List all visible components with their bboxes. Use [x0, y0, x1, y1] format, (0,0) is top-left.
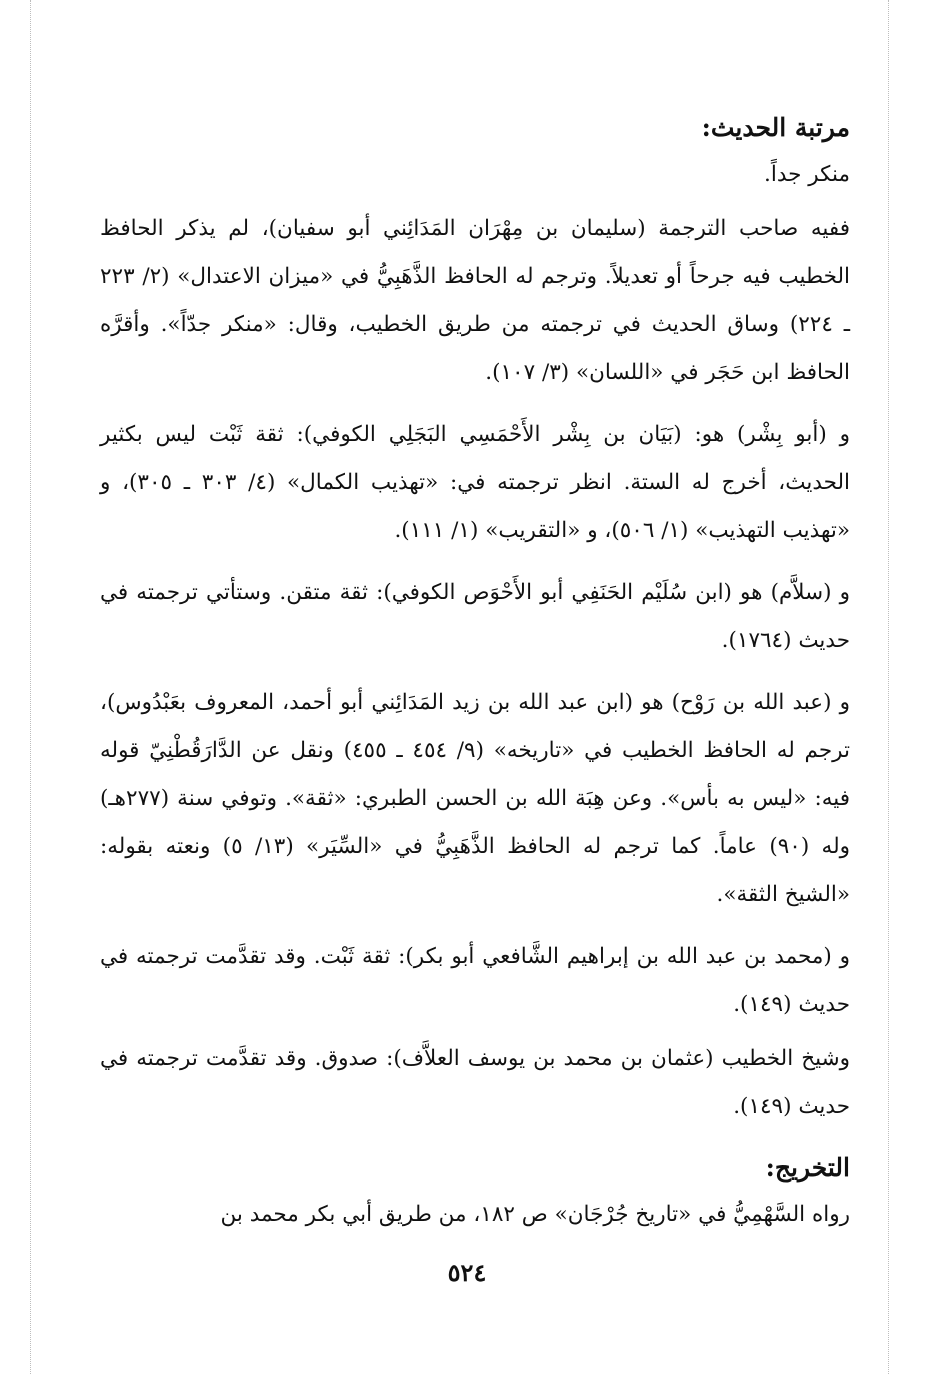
book-page-body	[100, 105, 850, 1253]
paragraph-takhrij: رواه السَّهْمِيُّ في «تاريخ جُرْجَان» ص ١٨٢، من طريق أبي بكر محمد بن	[220, 1202, 850, 1227]
section-heading-takhrij: التخريج:	[765, 1153, 850, 1182]
paragraph-sulayman: ففيه صاحب الترجمة (سليمان بن مِهْرَان المَدَائِني أبو سفيان)، لم يذكر الحافظ الخطيب فيه جرحاً أو تعديلاً. وترجم له الحافظ الذَّهَبِيُّ في «ميزان الاعتدال» (٢/ ٢٢٣ ـ ٢٢٤) وساق الحديث في ترجمته من طريق الخطيب، وقال: «منكر جدّاً». وأقرَّه الحافظ ابن حَجَر في «اللسان» (٣/ ١٠٧).	[100, 216, 851, 385]
paragraph-abu-bishr: و (أبو بِشْر) هو: (بَيَان بن بِشْر الأَحْمَسِي البَجَلِي الكوفي): ثقة ثَبْت ليس بكثير الحديث، أخرج له الستة. انظر ترجمته في: «تهذيب الكمال» (٤/ ٣٠٣ ـ ٣٠٥)، و «تهذيب التهذيب» (١/ ٥٠٦)، و «التقريب» (١/ ١١١).	[100, 422, 851, 543]
paragraph-abdullah-bin-rawh: و (عبد الله بن رَوْح) هو (ابن عبد الله بن زيد المَدَائِني أبو أحمد، المعروف بعَبْدُوس)، ترجم له الحافظ الخطيب في «تاريخه» (٩/ ٤٥٤ ـ ٤٥٥) ونقل عن الدَّارَقُطْنِيّ قوله فيه: «ليس به بأس». وعن هِبَة الله بن الحسن الطبري: «ثقة». وتوفي سنة (٢٧٧هـ) وله (٩٠) عاماً. كما ترجم له الحافظ الذَّهَبِيُّ في «السِّيَر» (١٣/ ٥) ونعته بقوله: «الشيخ الثقة».	[100, 690, 851, 907]
paragraph-shaykh-khatib: وشيخ الخطيب (عثمان بن محمد بن يوسف العلاَّف): صدوق. وقد تقدَّمت ترجمته في حديث (١٤٩).	[100, 1046, 850, 1119]
paragraph-sallam: و (سلاَّم) هو (ابن سُلَيْم الحَنَفِي أبو الأَحْوَص الكوفي): ثقة متقن. وستأتي ترجمته في حديث (١٧٦٤).	[100, 580, 850, 653]
paragraph-muhammad-shafii: و (محمد بن عبد الله بن إبراهيم الشَّافعي أبو بكر): ثقة ثَبْت. وقد تقدَّمت ترجمته في حديث (١٤٩).	[100, 944, 850, 1017]
page-number: ٥٢٤	[447, 1258, 487, 1287]
section-heading-rank: مرتبة الحديث:	[701, 113, 850, 142]
page-margin-line-left	[30, 0, 31, 1374]
verdict-text: منكر جداً.	[764, 162, 850, 187]
page-margin-line-right	[888, 0, 889, 1374]
